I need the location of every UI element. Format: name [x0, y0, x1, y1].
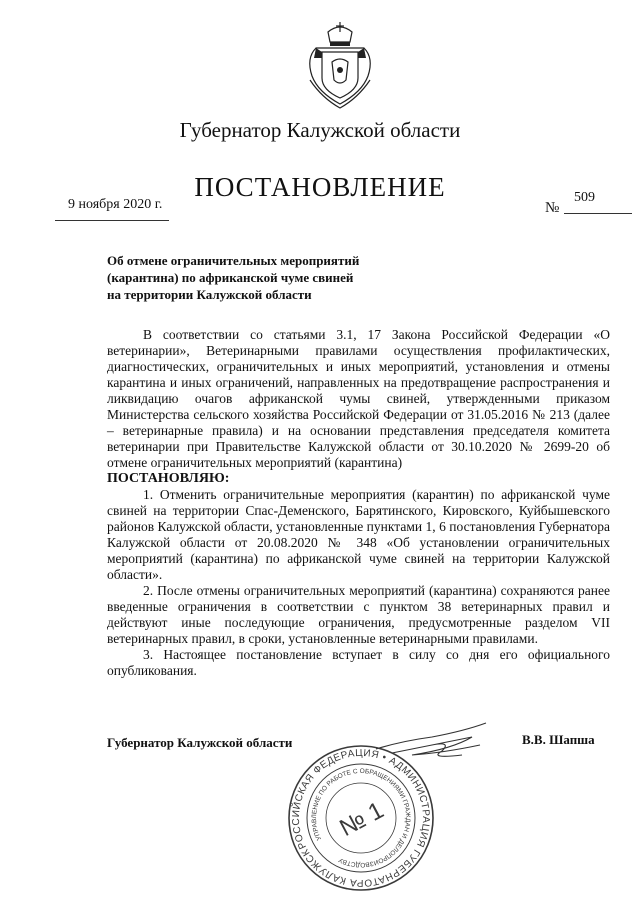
seal-outer-text: РОССИЙСКАЯ ФЕДЕРАЦИЯ • АДМИНИСТРАЦИЯ ГУБЕРНАТОРА КАЛУЖСКОЙ: [290, 747, 432, 889]
issuing-authority: Губернатор Калужской области: [179, 118, 461, 142]
item-paragraph: 1. Отменить ограничительные мероприятия (карантин) по африканской чуме свиней на территории Спас-Деменского, Барятинского, Кировского, Куйбышевского районов Калужской области, установленные пунктами 1, 6 постановления Губернатора Калужской области от 20.08.2020 № 348 «Об установлении ограничительных мероприятий (карантина) по африканской чуме свиней на территории Калужской области».: [107, 487, 610, 582]
official-seal: [286, 743, 436, 893]
document-date: 9 ноября 2020 г.: [68, 197, 163, 212]
signatory-name: В.В. Шапша: [522, 732, 595, 747]
number-underline: [564, 213, 632, 214]
seal-number: № 1: [335, 796, 389, 842]
subject-line: (карантина) по африканской чуме свиней: [107, 270, 354, 285]
coat-of-arms-icon: [302, 18, 378, 110]
document-type: ПОСТАНОВЛЕНИЕ: [194, 172, 446, 202]
preamble-paragraph: В соответствии со статьями 3.1, 17 Закона Российской Федерации «О ветеринарии», Ветеринарными правилами осуществления профилактических, диагностических, ограничительных и иных мероприятий, установления и отмены карантина и иных ограничений, направленных на предотвращение распространения и ликвидацию очагов африканской чумы свиней, утвержденными приказом Министерства сельского хозяйства Российской Федерации от 31.05.2016 № 213 (далее – ветеринарные правила) и на основании представления председателя комитета ветеринарии при Правительстве Калужской области от 30.10.2020 № 2699-20 об отмене ограничительных мероприятий (карантина): [107, 327, 610, 470]
document-subject: [107, 252, 407, 303]
subject-line: на территории Калужской области: [107, 287, 312, 302]
document-number: 509: [574, 190, 595, 205]
seal-inner-text: УПРАВЛЕНИЕ ПО РАБОТЕ С ОБРАЩЕНИЯМИ ГРАЖДАН И ДЕЛОПРОИЗВОДСТВУ: [310, 767, 412, 869]
date-underline: [55, 220, 169, 221]
resolve-heading: ПОСТАНОВЛЯЮ:: [107, 471, 230, 486]
document-body: [107, 327, 610, 679]
number-sign: №: [545, 200, 560, 216]
signatory-title: Губернатор Калужской области: [107, 735, 293, 750]
item-paragraph: 3. Настоящее постановление вступает в силу со дня его официального опубликования.: [107, 647, 610, 678]
subject-line: Об отмене ограничительных мероприятий: [107, 253, 360, 268]
item-paragraph: 2. После отмены ограничительных мероприятий (карантина) сохраняются ранее введенные ограничения в соответствии с пунктом 38 ветеринарных правил и действуют иные последующие ограничения, предусмотренные разделом VII ветеринарных правил, в сроки, установленные ветеринарными правилами.: [107, 583, 610, 646]
